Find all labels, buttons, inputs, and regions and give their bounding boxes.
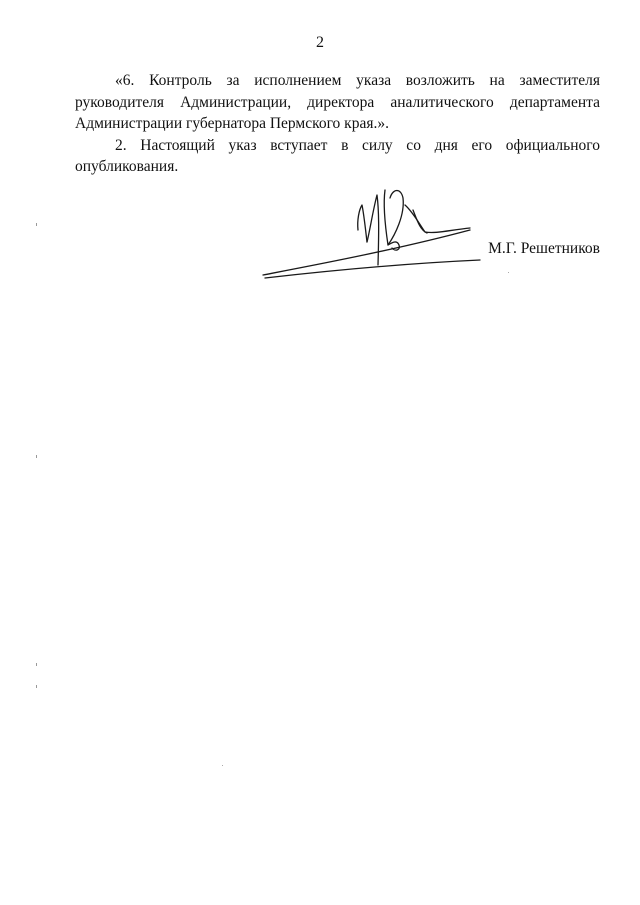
handwritten-signature-icon: [255, 170, 495, 285]
paragraph-clause-2: 2. Настоящий указ вступает в силу со дня его официального опубликования.: [75, 136, 600, 175]
scan-speck: [508, 272, 509, 273]
scan-mark: [36, 663, 37, 666]
signer-name: М.Г. Решетников: [488, 240, 600, 257]
scan-mark: [36, 685, 37, 688]
scan-mark: [36, 223, 37, 226]
document-body: [75, 70, 600, 178]
page-number: 2: [316, 34, 324, 51]
paragraph-clause-6: «6. Контроль за исполнением указа возложить на заместителя руководителя Администрации, директора аналитического департамента Администрации губернатора Пермского края.».: [75, 72, 600, 132]
scan-mark: [36, 455, 37, 458]
scan-speck: [222, 765, 223, 766]
signature-block: [255, 170, 615, 285]
